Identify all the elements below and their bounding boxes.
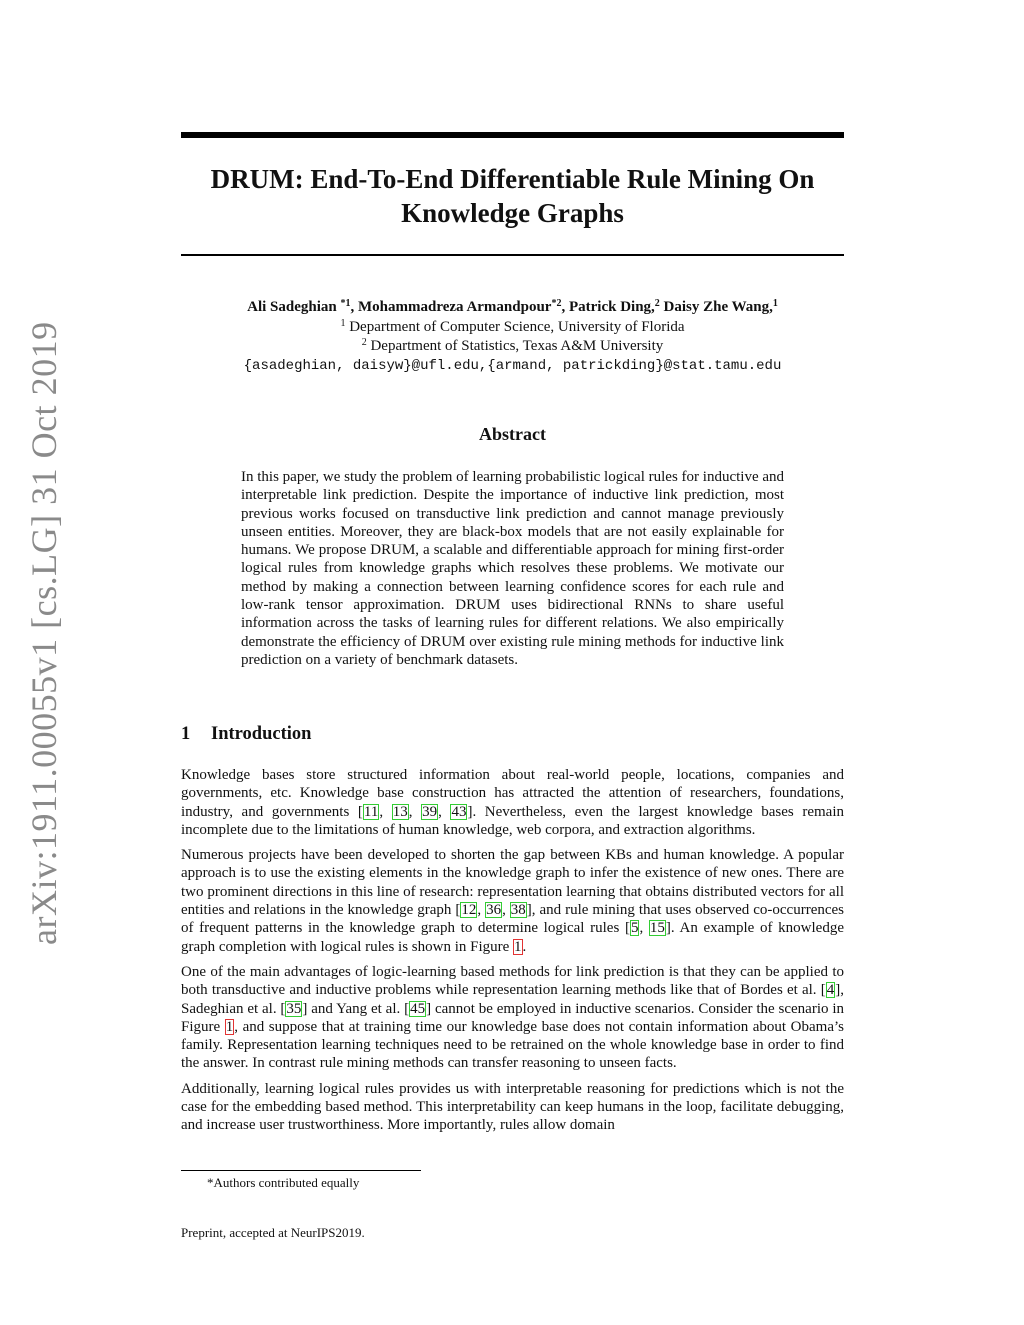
paragraph-4: Additionally, learning logical rules provides us with interpretable reasoning for predictions which is not the case for the embedding based method. This interpretability can keep humans in the loop, facilitate debugging, and increase user trustworthiness. More importantly, rules allow domain (181, 1080, 844, 1134)
paragraph-3-text-b: ], Sadeghian et al. [ (181, 982, 844, 1017)
citation-link[interactable]: 11 (363, 803, 379, 820)
paragraph-3-text-e: , and suppose that at training time our knowledge base does not contain information about Obama’s family. Representation learning techniques need to be retrained on the whole knowledge base in order to find the answer. In contrast rule mining methods can transfer reasoning to unseen facts. (181, 1018, 844, 1072)
author-names (161, 298, 864, 318)
paragraph-3-text-a: One of the main advantages of logic-learning based methods for link prediction is that they can be applied to both transductive and inductive problems while representation learning methods like that of Bordes et al. [ (181, 963, 844, 999)
paragraph-2-text-d: . (522, 938, 527, 955)
figure-reference-link[interactable]: 1 (514, 938, 522, 955)
citation-link[interactable]: 4 (826, 982, 835, 999)
paragraph-2-text-c: ]. An example of knowledge graph completion with logical rules is shown in Figure (181, 920, 845, 955)
title-line-1: DRUM: End-To-End Differentiable Rule Mining On (210, 164, 815, 194)
citation-link[interactable]: 13 (392, 803, 408, 820)
paragraph-3 (181, 963, 844, 1073)
title-top-rule (181, 132, 844, 138)
author-2: , Mohammadreza Armandpour (350, 299, 552, 315)
abstract-text: In this paper, we study the problem of learning probabilistic logical rules for inductive and interpretable link prediction. Despite the importance of inductive link prediction, most previous works focused on transductive link prediction and cannot manage previously unseen entities. Moreover, they are black-box models that are not easily explainable for humans. We propose DRUM, a scalable and differentiable approach for mining first-order logical rules from knowledge graphs which resolves these problems. We motivate our method by making a connection between learning confidence scores for each rule and low-rank tensor approximation. DRUM uses bidirectional RNNs to share useful information across the tasks of learning rules for different relations. We also empirically demonstrate the efficiency of DRUM over existing rule mining methods for inductive link prediction on a variety of benchmark datasets. (241, 469, 785, 668)
author-3: , Patrick Ding, (561, 299, 655, 315)
paragraph-1: Knowledge bases store structured information about real-world people, locations, companies and governments, etc. Knowledge base construction has attracted the attention of researchers, foundations, industry, and governments [11, 13, 39, 43]. Nevertheless, even the largest knowledge bases remain incomplete due to the limitations of human knowledge, web corpora, and extraction algorithms. (181, 767, 844, 838)
paragraph-1-text-b: ]. Nevertheless, even the largest knowledge bases remain incomplete due to the limitations of human knowledge, web corpora, and extraction algorithms. (181, 803, 844, 838)
citation-link[interactable]: 45 (410, 1000, 426, 1017)
citation-link[interactable]: 12 (461, 902, 477, 919)
title-bottom-rule (181, 254, 844, 256)
preprint-note: Preprint, accepted at NeurIPS2019. (181, 1225, 365, 1240)
arxiv-identifier: arXiv:1911.00055v1 [cs.LG] 31 Oct 2019 (24, 321, 64, 945)
citation-link[interactable]: 15 (649, 920, 665, 937)
section-title: Introduction (211, 724, 312, 744)
citation-link[interactable]: 5 (630, 920, 639, 937)
title-line-2: Knowledge Graphs (401, 198, 624, 228)
paragraph-1-text-a: Knowledge bases store structured information about real-world people, locations, companies and governments, etc. Knowledge base construction has attracted the attention of researchers, foundations, industry, and governments [ (181, 767, 844, 820)
author-block (161, 298, 864, 376)
author-emails: {asadeghian, daisyw}@ufl.edu,{armand, patrickding}@stat.tamu.edu (243, 357, 782, 374)
affiliation-2-mark: 2 (361, 337, 367, 348)
affiliation-1 (161, 318, 864, 338)
section-heading (181, 724, 311, 745)
paragraph-2: Numerous projects have been developed to shorten the gap between KBs and human knowledge. A popular approach is to use the existing elements in the knowledge graph to infer the existence of new ones. There are two prominent directions in this line of research: representation learning that obtains distributed vectors for all entities and relations in the knowledge graph [12, 36, 38], and rule mining that uses observed co-occurrences of frequent patterns in the knowledge graph to determine logical rules [5, 15]. An example of knowledge graph completion with logical rules is shown in Figure 1. (181, 847, 845, 955)
section-number: 1 (181, 724, 191, 744)
citation-link[interactable]: 36 (486, 902, 502, 919)
footnote: *Authors contributed equally (207, 1175, 360, 1190)
paragraph-2-text-a: Numerous projects have been developed to shorten the gap between KBs and human knowledge. A popular approach is to use the existing elements in the knowledge graph to infer the existence of new ones. There are two prominent directions in this line of research: representation learning that obtains distributed vectors for all entities and relations in the knowledge graph [ (181, 847, 844, 919)
author-1: Ali Sadeghian (247, 299, 341, 315)
paragraph-2-text-b: ], and rule mining that uses observed co-occurrences of frequent patterns in the knowledge graph to determine logical rules [ (181, 902, 845, 937)
author-4-affil: 1 (772, 298, 778, 309)
abstract-heading: Abstract (479, 424, 546, 444)
author-1-affil: *1 (340, 298, 351, 309)
citation-link[interactable]: 38 (510, 902, 526, 919)
affiliation-2 (161, 337, 864, 357)
citation-link[interactable]: 43 (451, 803, 467, 820)
author-3-affil: 2 (654, 298, 660, 309)
citation-link[interactable]: 35 (286, 1000, 302, 1017)
citation-link[interactable]: 39 (422, 803, 438, 820)
footnote-rule (181, 1170, 421, 1171)
introduction-body (181, 766, 844, 1142)
affiliation-1-text: Department of Computer Science, University of Florida (345, 318, 685, 335)
paragraph-3-text-c: ] and Yang et al. [ (302, 1000, 410, 1017)
affiliation-2-text: Department of Statistics, Texas A&M University (366, 338, 664, 354)
figure-reference-link[interactable]: 1 (225, 1018, 234, 1035)
affiliation-1-mark: 1 (340, 317, 346, 329)
paragraph-3-text-d: ] cannot be employed in inductive scenarios. Consider the scenario in Figure (181, 1000, 844, 1035)
author-4: Daisy Zhe Wang, (659, 299, 773, 315)
paper-title (181, 162, 844, 230)
author-2-affil: *2 (551, 298, 562, 309)
